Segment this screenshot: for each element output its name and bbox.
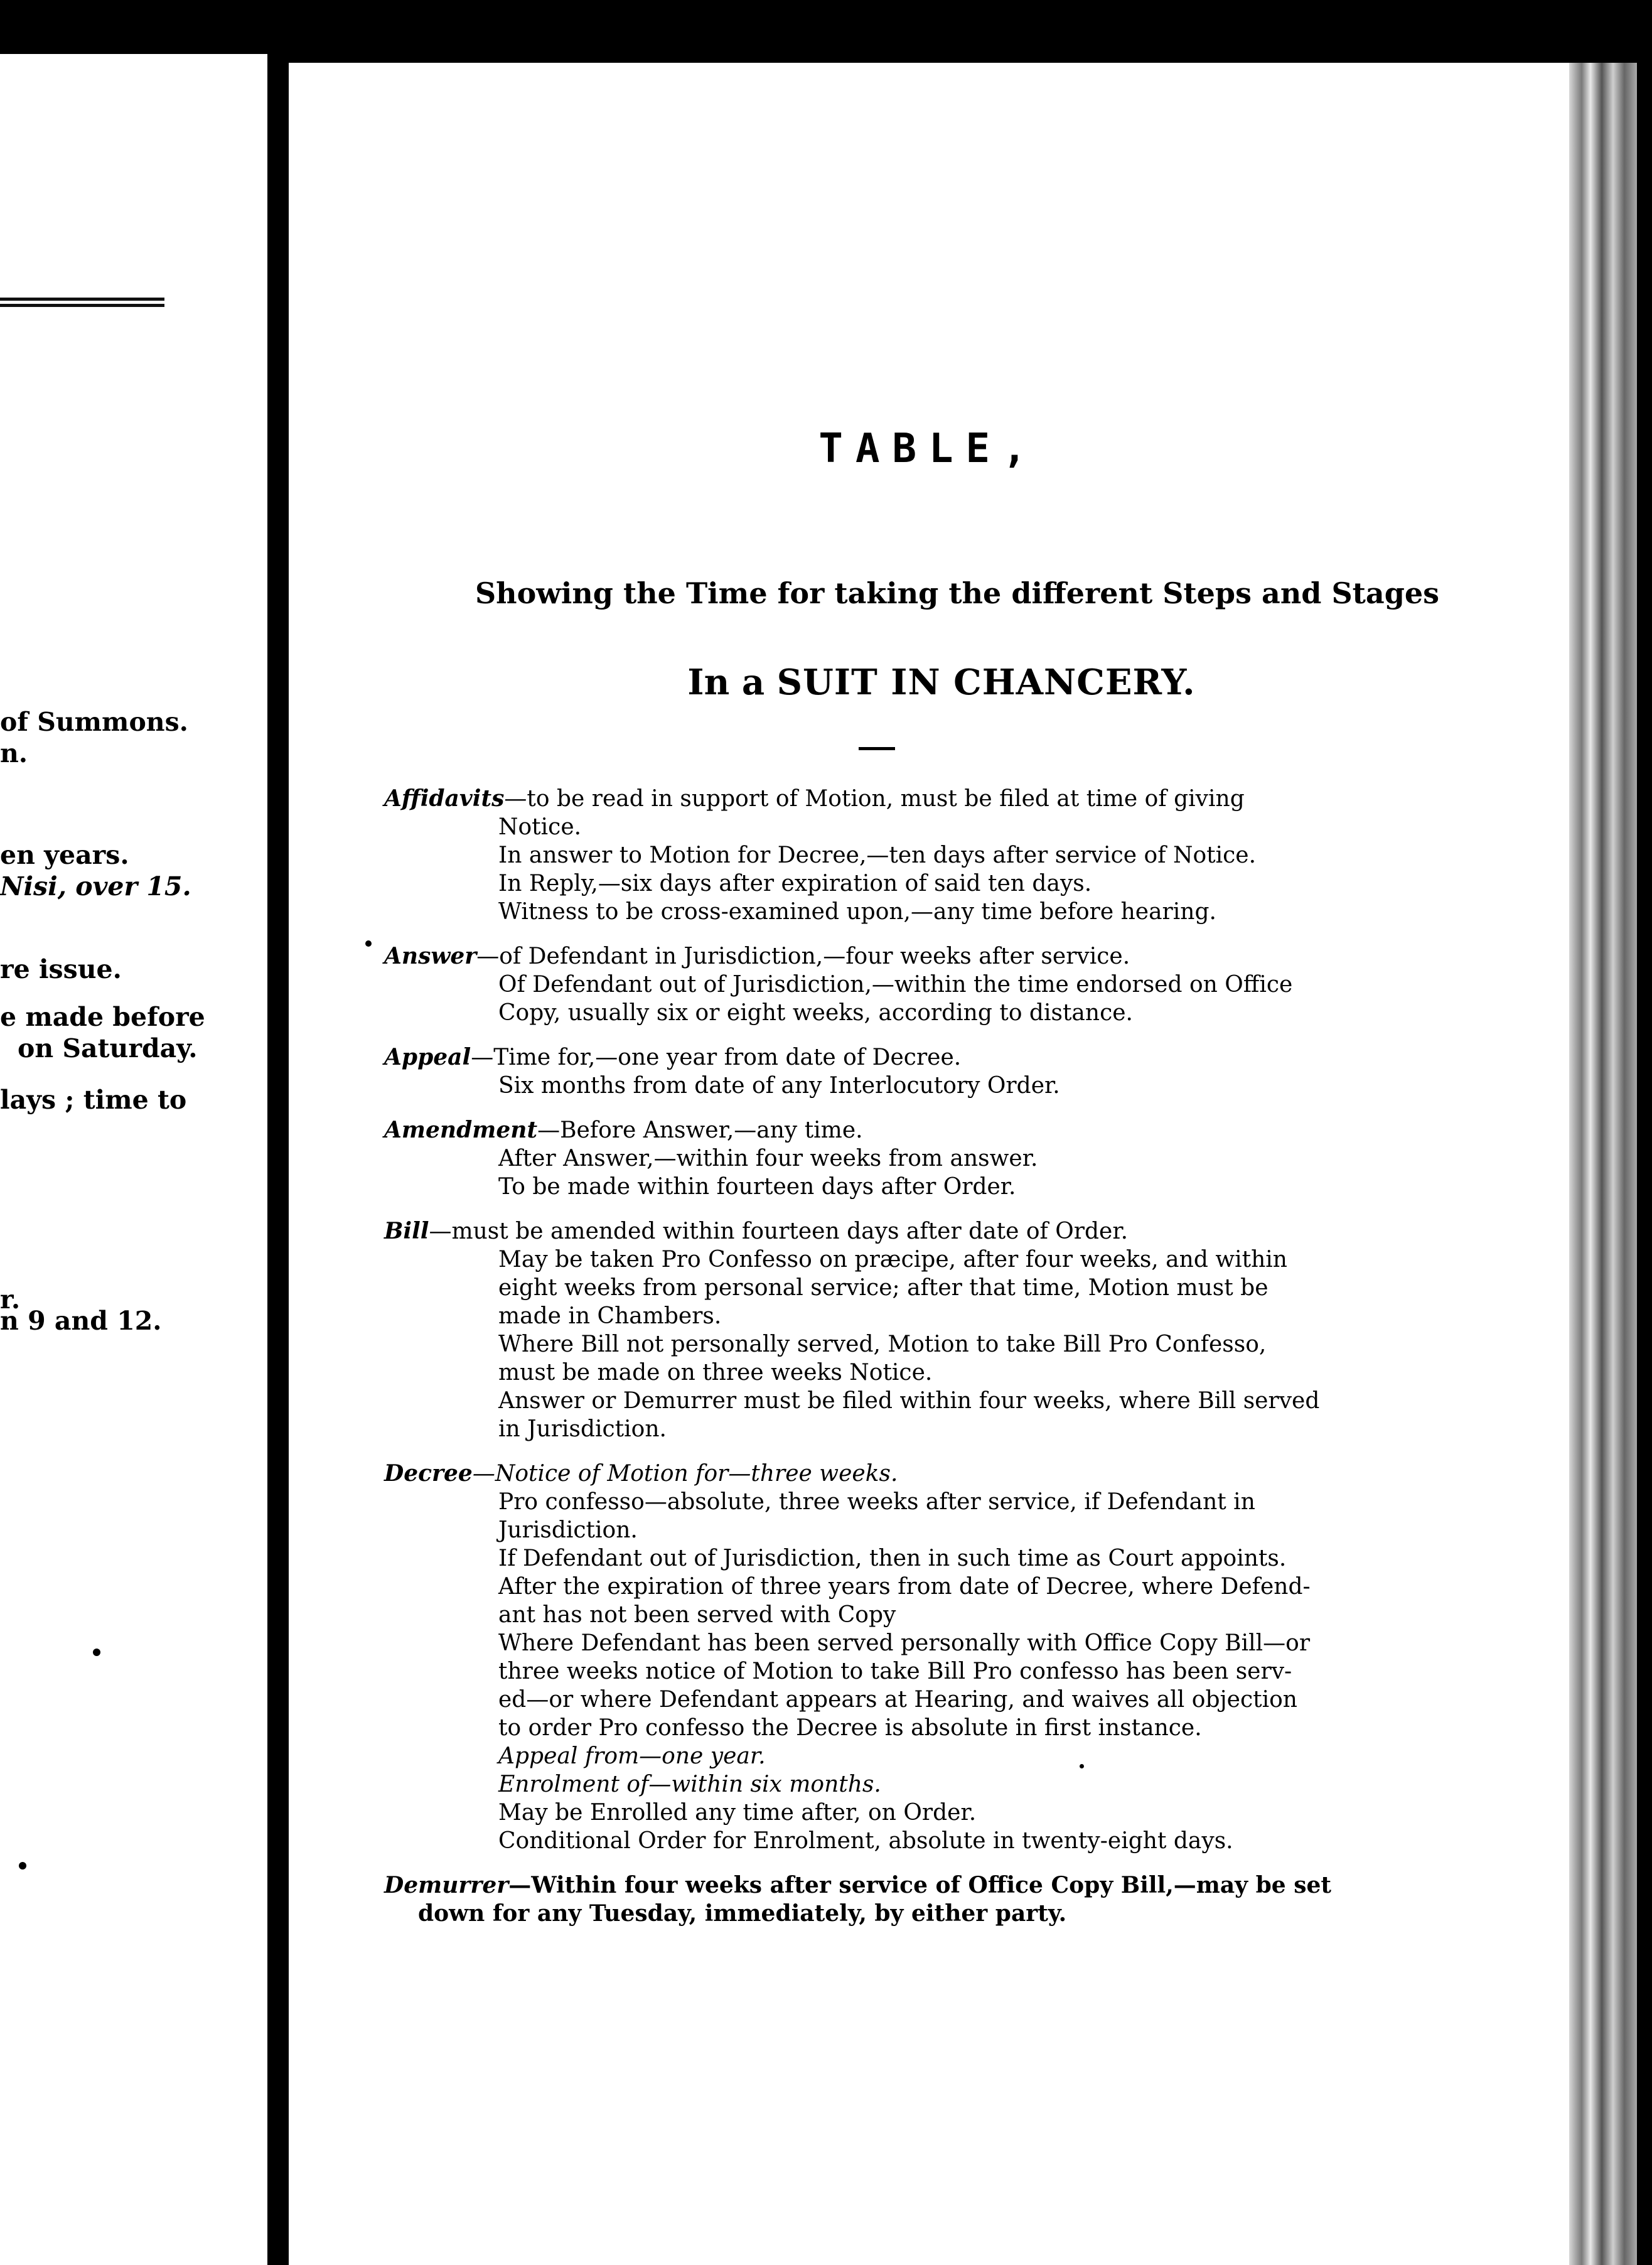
entry-term: Demurrer [384, 1872, 509, 1898]
entry-affidavits [384, 785, 1470, 926]
ink-speck [365, 940, 372, 947]
page-subtitle: Showing the Time for taking the different Steps and Stages [475, 576, 1440, 610]
entry-line: May be taken Pro Confesso on præcipe, after four weeks, and within [498, 1247, 1287, 1272]
entry-answer [384, 942, 1470, 1027]
left-fragment: re issue. [0, 954, 122, 984]
double-rule-top [0, 298, 164, 301]
entry-line: must be made on three weeks Notice. [498, 1360, 933, 1385]
entry-line: Six months from date of any Interlocutory Order. [498, 1073, 1060, 1099]
left-fragment: r. [0, 1284, 21, 1315]
entry-line: Appeal from—one year. [498, 1743, 766, 1769]
entry-line: three weeks notice of Motion to take Bill Pro confesso has been serv- [498, 1659, 1292, 1684]
entry-line: In Reply,—six days after expiration of said ten days. [498, 871, 1092, 896]
entry-line: to order Pro confesso the Decree is absolute in first instance. [498, 1715, 1202, 1741]
heading-prefix: In a [687, 662, 765, 703]
entry-line: May be Enrolled any time after, on Order. [498, 1800, 977, 1826]
entry-term: Amendment [384, 1117, 538, 1143]
entry-line: Where Defendant has been served personally with Office Copy Bill—or [498, 1630, 1311, 1656]
entry-line: Jurisdiction. [498, 1517, 638, 1543]
ink-speck [1080, 1764, 1084, 1768]
entry-demurrer [384, 1871, 1470, 1928]
book-page-edges [1569, 63, 1637, 2265]
entry-bill [384, 1217, 1470, 1443]
left-facing-page [0, 54, 267, 2265]
entry-line: After the expiration of three years from date of Decree, where Defend- [498, 1574, 1311, 1600]
entry-line: —Before Answer,—any time. [537, 1117, 863, 1143]
left-fragment: n. [0, 738, 28, 768]
entry-line: —Within four weeks after service of Office Copy Bill,—may be set [508, 1872, 1332, 1898]
left-fragment: lays ; time to [0, 1085, 187, 1115]
entry-term: Affidavits [384, 785, 505, 812]
entry-line: in Jurisdiction. [498, 1416, 667, 1442]
left-fragment: en years. [0, 840, 129, 870]
entry-line: To be made within fourteen days after Order. [498, 1174, 1016, 1200]
page-heading [289, 659, 1569, 706]
entry-term: Appeal [384, 1044, 471, 1070]
left-fragment: e made before [0, 1002, 205, 1032]
left-fragment: Nisi, over 15. [0, 871, 191, 901]
entry-line: If Defendant out of Jurisdiction, then in such time as Court appoints. [498, 1546, 1287, 1571]
entry-line: —must be amended within fourteen days after date of Order. [429, 1219, 1129, 1244]
entry-term: Decree [384, 1460, 473, 1487]
entry-line: —to be read in support of Motion, must be filed at time of giving [504, 786, 1245, 812]
left-fragment: of Summons. [0, 707, 188, 737]
entry-line: Answer or Demurrer must be filed within four weeks, where Bill served [498, 1388, 1320, 1414]
entry-line: Witness to be cross-examined upon,—any time before hearing. [498, 899, 1216, 925]
entry-line: —Time for,—one year from date of Decree. [471, 1045, 962, 1070]
entry-line: After Answer,—within four weeks from answer. [498, 1146, 1038, 1171]
entries-list [384, 785, 1470, 1944]
entry-line: Conditional Order for Enrolment, absolute in twenty-eight days. [498, 1828, 1233, 1854]
document-page [289, 63, 1569, 2265]
entry-line: Where Bill not personally served, Motion to take Bill Pro Confesso, [498, 1332, 1267, 1357]
entry-line: Enrolment of—within six months. [498, 1772, 881, 1797]
entry-line: Notice. [498, 814, 582, 840]
ink-speck [19, 1862, 26, 1870]
double-rule-bottom [0, 304, 164, 307]
entry-term: Answer [384, 943, 477, 969]
heading-main: SUIT IN CHANCERY. [776, 662, 1196, 703]
entry-term: Bill [384, 1218, 429, 1244]
left-fragment: n 9 and 12. [0, 1306, 162, 1336]
entry-line: made in Chambers. [498, 1303, 722, 1329]
entry-appeal [384, 1043, 1470, 1100]
page-title: TABLE, [818, 426, 1039, 472]
entry-amendment [384, 1116, 1470, 1201]
ink-speck [93, 1649, 100, 1656]
entry-line: Copy, usually six or eight weeks, according to distance. [498, 1000, 1133, 1026]
entry-line: —Notice of Motion for—three weeks. [472, 1461, 898, 1487]
entry-line: In answer to Motion for Decree,—ten days after service of Notice. [498, 842, 1257, 868]
entry-line: ed—or where Defendant appears at Hearing, and waives all objection [498, 1687, 1297, 1713]
left-fragment: on Saturday. [18, 1033, 198, 1063]
entry-line: —of Defendant in Jurisdiction,—four weeks after service. [476, 944, 1130, 969]
entry-line: Pro confesso—absolute, three weeks after service, if Defendant in [498, 1489, 1255, 1515]
entry-line: Of Defendant out of Jurisdiction,—within the time endorsed on Office [498, 972, 1293, 998]
entry-line: ant has not been served with Copy [498, 1602, 896, 1628]
entry-decree [384, 1460, 1470, 1855]
entry-line: eight weeks from personal service; after that time, Motion must be [498, 1275, 1268, 1301]
entry-line: down for any Tuesday, immediately, by either party. [418, 1900, 1067, 1927]
section-divider [859, 747, 895, 750]
